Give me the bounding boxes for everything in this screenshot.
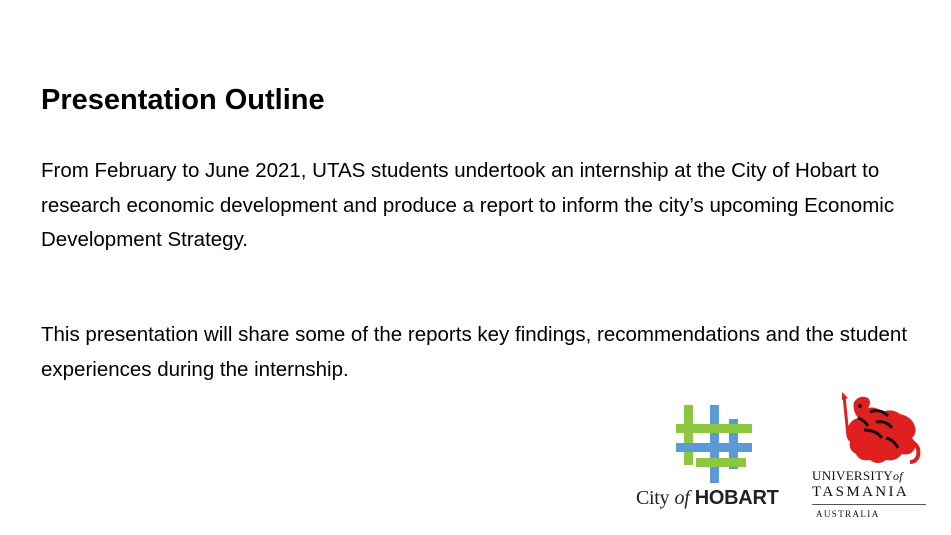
hobart-name-text: HOBART (694, 487, 779, 509)
intro-paragraph: From February to June 2021, UTAS students undertook an internship at the City of Hobart to research economic development and produce a report to inform the city’s upcoming Economic Development Strategy. (41, 159, 895, 251)
tasmanian-tiger-lion-icon (824, 392, 924, 464)
utas-divider (812, 504, 926, 505)
utas-tasmania-text: TASMANIA (812, 484, 910, 500)
utas-australia-text: AUSTRALIA (816, 509, 880, 519)
university-of-tasmania-logo (812, 392, 932, 527)
hobart-wordmark (636, 487, 796, 510)
utas-university-text (812, 468, 932, 484)
slide-title: Presentation Outline (41, 84, 325, 116)
hobart-city-text: City (636, 487, 670, 509)
utas-of-word: of (893, 469, 903, 483)
hobart-of-text: of (674, 487, 690, 509)
city-of-hobart-logo (636, 405, 796, 515)
utas-university-word: UNIVERSITY (812, 468, 893, 483)
hobart-grid-icon (676, 405, 752, 483)
summary-paragraph: This presentation will share some of the reports key findings, recommendations and the student experiences during the internship. (41, 323, 908, 381)
